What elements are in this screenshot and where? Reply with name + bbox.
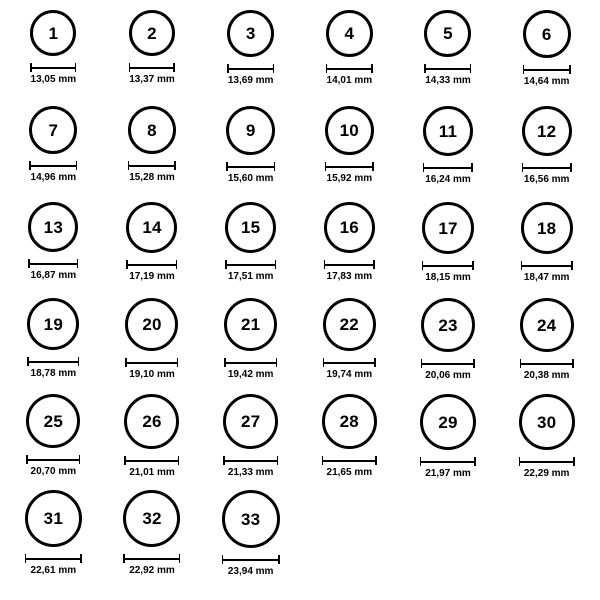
ring-circle [28,202,78,252]
measure-line [123,558,180,560]
measure-cap-right [80,554,82,563]
ring-circle [323,298,376,351]
ring-circle [423,106,473,156]
diameter-value: 22,61 mm [30,565,77,576]
diameter-measure-bar [519,457,575,466]
measure-cap-left [324,260,326,269]
measure-line [522,167,572,169]
measure-cap-right [277,456,279,465]
diameter-value: 23,94 mm [227,566,274,577]
measure-cap-right [569,65,571,74]
ring-size-cell [399,10,498,106]
diameter-value: 14,64 mm [523,76,570,87]
ring-size-label: 10 [339,121,359,140]
ring-size-label: 4 [344,24,355,43]
measure-cap-right [276,358,278,367]
ring-size-cell [399,298,498,394]
diameter-value: 20,38 mm [523,370,570,381]
diameter-measure-bar [126,260,177,269]
ring-circle [227,10,274,57]
ring-size-label: 23 [438,315,458,335]
measure-cap-left [126,260,128,269]
diameter-measure-bar [29,161,77,170]
diameter-measure-bar [222,555,280,564]
diameter-value: 21,65 mm [326,467,373,478]
diameter-value: 21,33 mm [227,467,274,478]
diameter-measure-bar [322,456,377,465]
ring-circle [324,202,375,253]
diameter-measure-bar [324,260,375,269]
ring-size-cell [300,202,399,298]
measure-line [129,67,175,69]
diameter-value: 14,01 mm [326,75,373,86]
measure-line [30,67,76,69]
diameter-measure-bar [424,64,471,73]
diameter-measure-bar [421,359,475,368]
ring-size-label: 9 [245,121,256,140]
measure-cap-right [275,260,277,269]
measure-cap-left [522,163,524,172]
measure-line [225,264,276,266]
ring-size-cell [399,202,498,298]
diameter-value: 13,69 mm [227,75,274,86]
diameter-measure-bar [224,358,277,367]
measure-cap-right [178,456,180,465]
measure-cap-right [373,260,375,269]
ring-size-label: 28 [339,412,359,431]
measure-cap-right [79,455,81,464]
measure-line [324,264,375,266]
ring-size-label: 12 [537,121,557,141]
diameter-value: 17,19 mm [129,271,175,282]
ring-circle [424,10,471,57]
measure-cap-right [76,161,78,170]
measure-cap-left [124,456,126,465]
diameter-measure-bar [26,455,80,464]
diameter-value: 16,87 mm [30,270,77,281]
measure-cap-right [78,357,80,366]
ring-circle [222,490,280,548]
ring-size-label: 29 [438,412,458,432]
ring-size-label: 33 [241,509,261,529]
ring-size-label: 20 [142,315,162,334]
diameter-measure-bar [520,359,574,368]
diameter-value: 14,96 mm [30,172,77,183]
ring-size-cell [201,202,300,298]
ring-circle [126,202,177,253]
measure-line [124,460,179,462]
measure-cap-left [223,456,225,465]
ring-size-label: 3 [245,24,256,43]
diameter-measure-bar [125,358,178,367]
ring-size-cell [399,106,498,202]
ring-size-cell [201,106,300,202]
measure-cap-left [27,357,29,366]
diameter-value: 20,70 mm [30,466,77,477]
ring-circle [225,202,276,253]
diameter-measure-bar [323,358,376,367]
ring-circle [326,10,373,57]
ring-size-cell [103,394,202,490]
measure-line [223,460,278,462]
measure-line [326,68,373,70]
ring-size-label: 14 [142,218,162,237]
measure-line [325,166,374,168]
measure-cap-left [323,358,325,367]
measure-cap-right [374,358,376,367]
ring-circle [521,202,573,254]
diameter-measure-bar [422,261,474,270]
measure-cap-right [75,63,77,72]
diameter-measure-bar [521,261,573,270]
ring-circle [322,394,377,449]
ring-circle [29,106,77,154]
measure-cap-right [473,359,475,368]
diameter-value: 14,33 mm [425,75,471,86]
measure-cap-left [326,64,328,73]
measure-cap-right [372,162,374,171]
diameter-measure-bar [420,457,476,466]
measure-cap-left [125,358,127,367]
measure-line [125,362,178,364]
measure-cap-left [422,261,424,270]
measure-line [421,363,475,365]
measure-line [25,558,82,560]
diameter-value: 15,92 mm [326,173,373,184]
diameter-measure-bar [523,65,571,74]
diameter-measure-bar [128,161,176,170]
measure-line [224,362,277,364]
measure-cap-right [472,261,474,270]
measure-cap-left [222,555,224,564]
ring-circle [523,10,571,58]
measure-cap-left [521,261,523,270]
diameter-measure-bar [123,554,180,563]
ring-size-cell [4,202,103,298]
ring-size-cell [4,298,103,394]
diameter-value: 17,51 mm [227,271,274,282]
ring-size-cell [497,298,596,394]
measure-cap-left [123,554,125,563]
diameter-measure-bar [223,456,278,465]
measure-cap-right [77,259,79,268]
ring-circle [223,394,278,449]
measure-cap-left [423,163,425,172]
measure-line [27,361,79,363]
ring-size-label: 8 [147,120,157,140]
measure-cap-right [176,260,178,269]
diameter-value: 18,15 mm [425,272,471,283]
diameter-measure-bar [124,456,179,465]
ring-size-label: 22 [339,315,359,334]
diameter-value: 16,56 mm [523,174,570,185]
measure-cap-right [278,555,280,564]
diameter-value: 18,47 mm [523,272,570,283]
measure-line [523,69,571,71]
measure-line [222,559,280,561]
measure-cap-left [325,162,327,171]
ring-size-cell [300,394,399,490]
ring-size-cell [300,106,399,202]
diameter-value: 17,83 mm [326,271,373,282]
ring-size-cell [300,298,399,394]
diameter-measure-bar [326,64,373,73]
ring-size-cell [4,106,103,202]
measure-cap-right [174,161,176,170]
measure-cap-right [471,163,473,172]
measure-line [422,265,474,267]
measure-line [322,460,377,462]
measure-line [226,166,275,168]
ring-size-label: 15 [241,218,261,237]
measure-cap-right [572,359,574,368]
measure-cap-left [420,457,422,466]
ring-circle [123,490,180,547]
measure-cap-left [424,64,426,73]
measure-cap-right [470,64,472,73]
measure-cap-left [227,64,229,73]
ring-size-label: 2 [147,23,157,43]
ring-size-grid [4,10,596,586]
diameter-value: 16,24 mm [425,174,471,185]
ring-size-cell [4,10,103,106]
diameter-measure-bar [226,162,275,171]
measure-cap-left [523,65,525,74]
ring-size-cell [497,394,596,490]
measure-cap-right [274,162,276,171]
diameter-value: 18,78 mm [30,368,77,379]
measure-cap-left [224,358,226,367]
measure-cap-left [28,259,30,268]
measure-line [424,68,471,70]
measure-cap-left [129,63,131,72]
diameter-measure-bar [325,162,374,171]
ring-size-cell [497,106,596,202]
diameter-value: 21,01 mm [129,467,175,478]
measure-line [519,461,575,463]
ring-size-cell [497,202,596,298]
ring-circle [325,106,374,155]
measure-line [521,265,573,267]
measure-cap-right [570,163,572,172]
diameter-value: 20,06 mm [425,370,471,381]
diameter-measure-bar [227,64,274,73]
measure-cap-right [371,64,373,73]
ring-size-cell [103,10,202,106]
measure-line [520,363,574,365]
ring-circle [125,298,178,351]
ring-size-cell [399,394,498,490]
ring-size-label: 24 [537,315,557,335]
ring-size-label: 32 [142,509,162,528]
ring-circle [25,490,82,547]
measure-cap-left [225,260,227,269]
ring-circle [520,298,574,352]
measure-line [323,362,376,364]
measure-cap-right [177,358,179,367]
diameter-measure-bar [25,554,82,563]
measure-cap-right [573,457,575,466]
measure-line [420,461,476,463]
ring-size-cell [201,10,300,106]
ring-size-cell [103,490,202,586]
ring-size-label: 21 [241,315,261,334]
diameter-measure-bar [27,357,79,366]
measure-line [126,264,177,266]
ring-size-cell [103,202,202,298]
measure-cap-right [474,457,476,466]
ring-circle [522,106,572,156]
ring-size-cell [4,394,103,490]
measure-cap-left [25,554,27,563]
ring-size-cell [201,394,300,490]
ring-circle [519,394,575,450]
diameter-measure-bar [30,63,76,72]
ring-circle [124,394,179,449]
ring-circle [226,106,275,155]
measure-cap-left [26,455,28,464]
diameter-measure-bar [129,63,175,72]
diameter-value: 13,05 mm [30,74,77,85]
diameter-value: 19,42 mm [227,369,274,380]
ring-size-cell [103,298,202,394]
ring-size-cell [201,490,300,586]
ring-circle [422,202,474,254]
ring-circle [128,106,176,154]
ring-size-label: 5 [443,24,453,43]
ring-size-cell [497,10,596,106]
ring-size-label: 16 [339,218,359,237]
measure-cap-right [179,554,181,563]
ring-size-label: 13 [43,217,63,237]
diameter-measure-bar [423,163,473,172]
ring-size-label: 26 [142,412,162,431]
ring-size-cell [103,106,202,202]
ring-circle [30,10,76,56]
ring-size-label: 11 [438,121,458,141]
ring-circle [421,298,475,352]
ring-size-label: 18 [537,218,557,238]
diameter-value: 22,92 mm [129,565,175,576]
measure-cap-right [375,456,377,465]
ring-size-label: 6 [541,24,552,44]
ring-circle [129,10,175,56]
ring-size-label: 31 [43,509,63,528]
diameter-value: 13,37 mm [129,74,175,85]
measure-line [227,68,274,70]
ring-size-label: 7 [48,120,59,140]
ring-size-label: 19 [43,314,63,334]
ring-size-label: 30 [537,412,557,432]
measure-line [29,165,77,167]
ring-size-cell [4,490,103,586]
measure-cap-left [30,63,32,72]
measure-cap-right [273,64,275,73]
ring-size-cell [201,298,300,394]
measure-line [423,167,473,169]
measure-cap-left [322,456,324,465]
diameter-value: 19,74 mm [326,369,373,380]
diameter-measure-bar [225,260,276,269]
measure-cap-left [29,161,31,170]
ring-circle [224,298,277,351]
diameter-measure-bar [522,163,572,172]
ring-size-label: 25 [43,411,63,431]
diameter-value: 15,60 mm [227,173,274,184]
ring-size-label: 27 [241,412,261,431]
ring-size-label: 1 [48,23,59,43]
measure-cap-left [520,359,522,368]
measure-cap-left [128,161,130,170]
diameter-value: 21,97 mm [425,468,471,479]
ring-circle [420,394,476,450]
measure-line [28,263,78,265]
measure-cap-right [571,261,573,270]
diameter-value: 22,29 mm [523,468,570,479]
diameter-value: 15,28 mm [129,172,175,183]
measure-line [26,459,80,461]
measure-cap-left [519,457,521,466]
ring-circle [26,394,80,448]
ring-size-cell [300,10,399,106]
ring-size-label: 17 [438,218,458,238]
diameter-measure-bar [28,259,78,268]
measure-cap-left [226,162,228,171]
measure-cap-right [173,63,175,72]
measure-cap-left [421,359,423,368]
ring-circle [27,298,79,350]
diameter-value: 19,10 mm [129,369,175,380]
measure-line [128,165,176,167]
